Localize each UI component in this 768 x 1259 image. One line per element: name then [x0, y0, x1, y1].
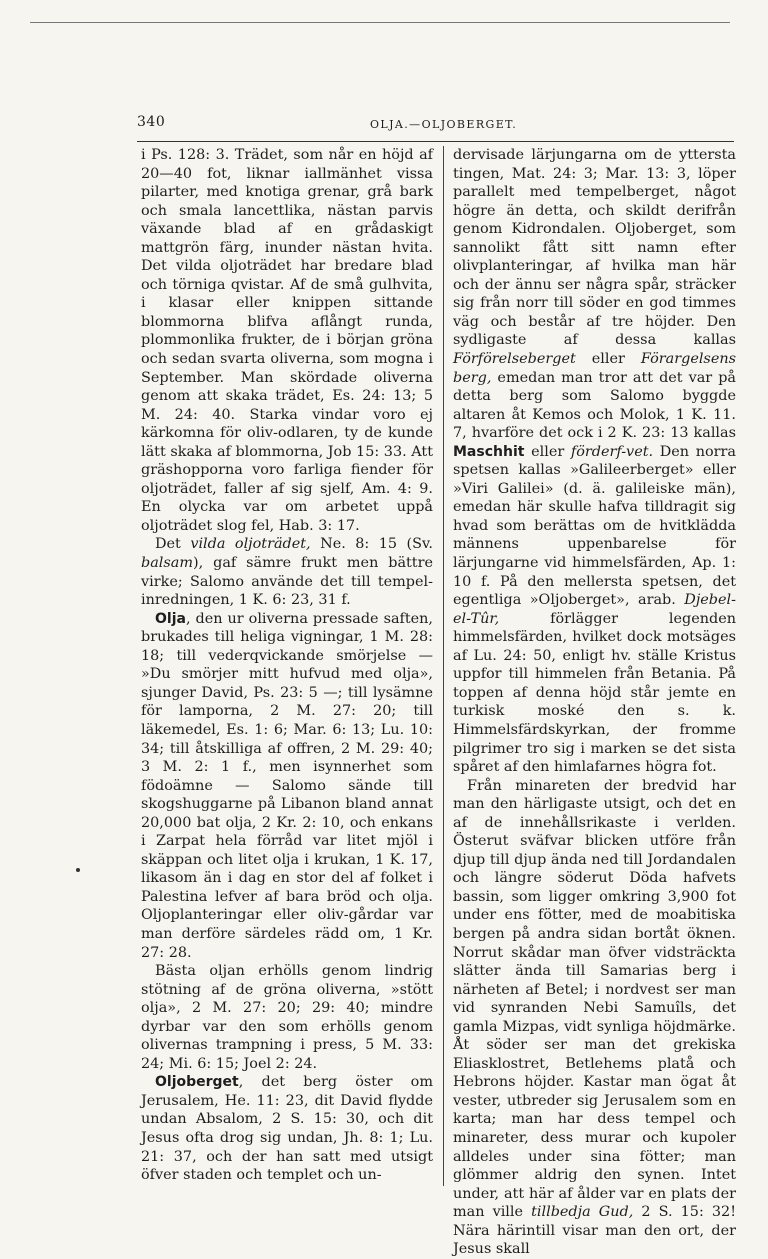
paragraph-olive-tree: i Ps. 128: 3. Trädet, som når en höjd af 20—40 fot, liknar iallmänhet vissa pilarter, med knotiga grenar, grå bark och smala lancettlika, nästan parvis växande blad af en grådaskigt mattgrön färg, inunder nästan hvita. Det vilda oljoträdet har bredare blad och törniga qvistar. Af de små gulhvita, i klasar eller knippen sittande blommorna blifva aflångt runda, plommonlika frukter, de i början gröna och sedan svarta oliverna, som mogna i September. Man skördade oliverna genom att skaka trädet, Es. 24: 13; 5 M. 24: 40. Starka vindar voro ej kärkomna för oliv-odlaren, ty de kunde lätt skaka af blommorna, Job 15: 33. Att gräshopporna voro farliga fiender för oljoträdet, faller af sig sjelf, Am. 4: 9. En olycka var om arbetet uppå oljoträdet slog fel, Hab. 3: 17. — [141, 147, 433, 534]
running-title: OLJA.—OLJOBERGET. — [370, 118, 518, 131]
header-rule — [137, 141, 734, 142]
term-maschhit: Maschhit — [453, 443, 525, 460]
term-forderfvet: förderf-vet. — [570, 443, 654, 460]
top-edge-rule — [30, 22, 730, 23]
page-number: 340 — [137, 114, 166, 130]
column-divider — [443, 146, 444, 1186]
term-forargelsens-berg: Förargelsens berg, — [453, 351, 736, 386]
entry-head-oljoberget: Oljoberget — [155, 1074, 239, 1091]
term-djebel-el-tur: Djebel-el-Tûr, — [453, 592, 736, 627]
term-forforelseberget: Förförelseberget — [453, 351, 576, 368]
entry-olja: Olja, den ur oliverna pressade saften, brukades till heliga vigningar, 1 M. 28: 18; till vederqvickande smörjelse — »Du smörjer mitt hufvud med olja», sjunger David, Ps. 23: 5 —; till lysämne för lamporna, 2 M. 27: 20; till läkemedel, Es. 1: 6; Mar. 6: 13; Lu. 10: 34; till åtskilliga af offren, 2 M. 29: 40; 3 M. 2: 1 f., men isynnerhet som födoämne — Salomo sände till skogshuggarne på Libanon bland annat 20,000 bat olja, 2 Kr. 2: 10, och enkans i Zarpat hela förråd var litet mjöl i skäppan och litet olja i krukan, 1 K. 17, likasom än i dag en stor del af folket i Palestina lefver af bara bröd och olja. Oljoplanteringar eller oliv-gårdar var man derföre särdeles rädd om, 1 Kr. 27: 28. — [141, 610, 433, 961]
term-tillbedja-gud: tillbedja Gud, — [531, 1204, 634, 1221]
paragraph-minaret-view: Från minareten der bredvid har man den härligaste utsigt, och det en af de innehållsrikaste i verlden. Österut sväfvar blicken utföre från djup till djup ända ned till Jordandalen och längre söderut Döda hafvets bassin, som ligger omkring 3,900 fot under ens fötter, med de moabitiska bergen på andra sidan bortåt öknen. Norrut skådar man öfver vidsträckta slätter ända till Samarias berg i närheten af Betel; i nordvest ser man vid synranden Nebi Samuîls, det gamla Mizpas, vidt synliga höjdmärke. Åt söder ser man det grekiska Eliasklostret, Betlehems platå och Hebrons höjder. Kastar man ögat åt vester, utbreder sig Jerusalem som en karta; man har dess tempel och minareter, dess murar och kupoler alldeles under sina fötter; man glömmer aldrig den synen. Intet under, att här af ålder var en plats der man ville tillbedja Gud, 2 S. 15: 32! Nära härintill visar man den ort, der Jesus skall — [453, 777, 736, 1258]
entry-oljoberget: Oljoberget, det berg öster om Jerusalem, He. 11: 23, dit David flydde undan Absalom, 2 S. 15: 30, och dit Jesus ofta drog sig undan, Jh. 8: 1; Lu. 21: 37, och der han satt med utsigt öfver staden och templet och un- — [141, 1074, 433, 1184]
paragraph-oljoberget-continued: dervisade lärjungarna om de yttersta tingen, Mat. 24: 3; Mar. 13: 3, löper parallelt med tempelberget, något högre än detta, och skildt derifrån genom Kidrondalen. Oljoberget, som sannolikt fått sitt namn efter olivplanteringar, af hvilka man här och der ännu ser några spår, sträcker sig från norr till söder en god timmes väg och består af tre höjder. Den sydligaste af dessa kallas Förförelseberget eller Förargelsens berg, emedan man tror att det var på detta berg som Salomo byggde altaren åt Kemos och Molok, 1 K. 11. 7, hvarföre det ock i 2 K. 23: 13 kallas Maschhit eller förderf-vet. Den norra spetsen kallas »Galileerberget» eller »Viri Galilei» (d. ä. galileiske män), emedan här skulle hafva tilldragit sig hvad som berättas om de hvitklädda männens uppenbarelse för lärjungarne vid himmelsfärden, Ap. 1: 10 f. På den mellersta spetsen, det egentliga »Oljoberget», arab. Djebel-el-Tûr, förlägger legenden himmelsfärden, hvilket dock motsäges af Lu. 24: 50, enligt hv. ställe Kristus uppfor till himmelen från Betania. På toppen af denna höjd står jemte en turkisk moské den s. k. Himmelsfärdskyrkan, der fromme pilgrimer tro sig i marken se det sista spåret af den himlafarnes högra fot. — [453, 147, 736, 776]
term-balsam: balsam — [141, 555, 194, 572]
margin-mark — [76, 868, 80, 872]
left-column — [141, 146, 433, 1185]
paragraph-basta-oljan: Bästa oljan erhölls genom lindrig stötning af de gröna oliverna, »stött olja», 2 M. 27: 20; 29: 40; mindre dyrbar var den som erhölls genom olivernas trampning i press, 5 M. 33: 24; Mi. 6: 15; Joel 2: 24. — [141, 963, 433, 1072]
term-vilda-oljotradet: vilda oljoträdet, — [190, 536, 311, 553]
entry-head-olja: Olja — [155, 610, 186, 627]
paragraph-wild-olive: Det vilda oljoträdet, Ne. 8: 15 (Sv. balsam), gaf sämre frukt men bättre virke; Salomo använde det till tempel-inredningen, 1 K. 6: 23, 31 f. — [141, 536, 433, 609]
right-column — [453, 146, 736, 1259]
